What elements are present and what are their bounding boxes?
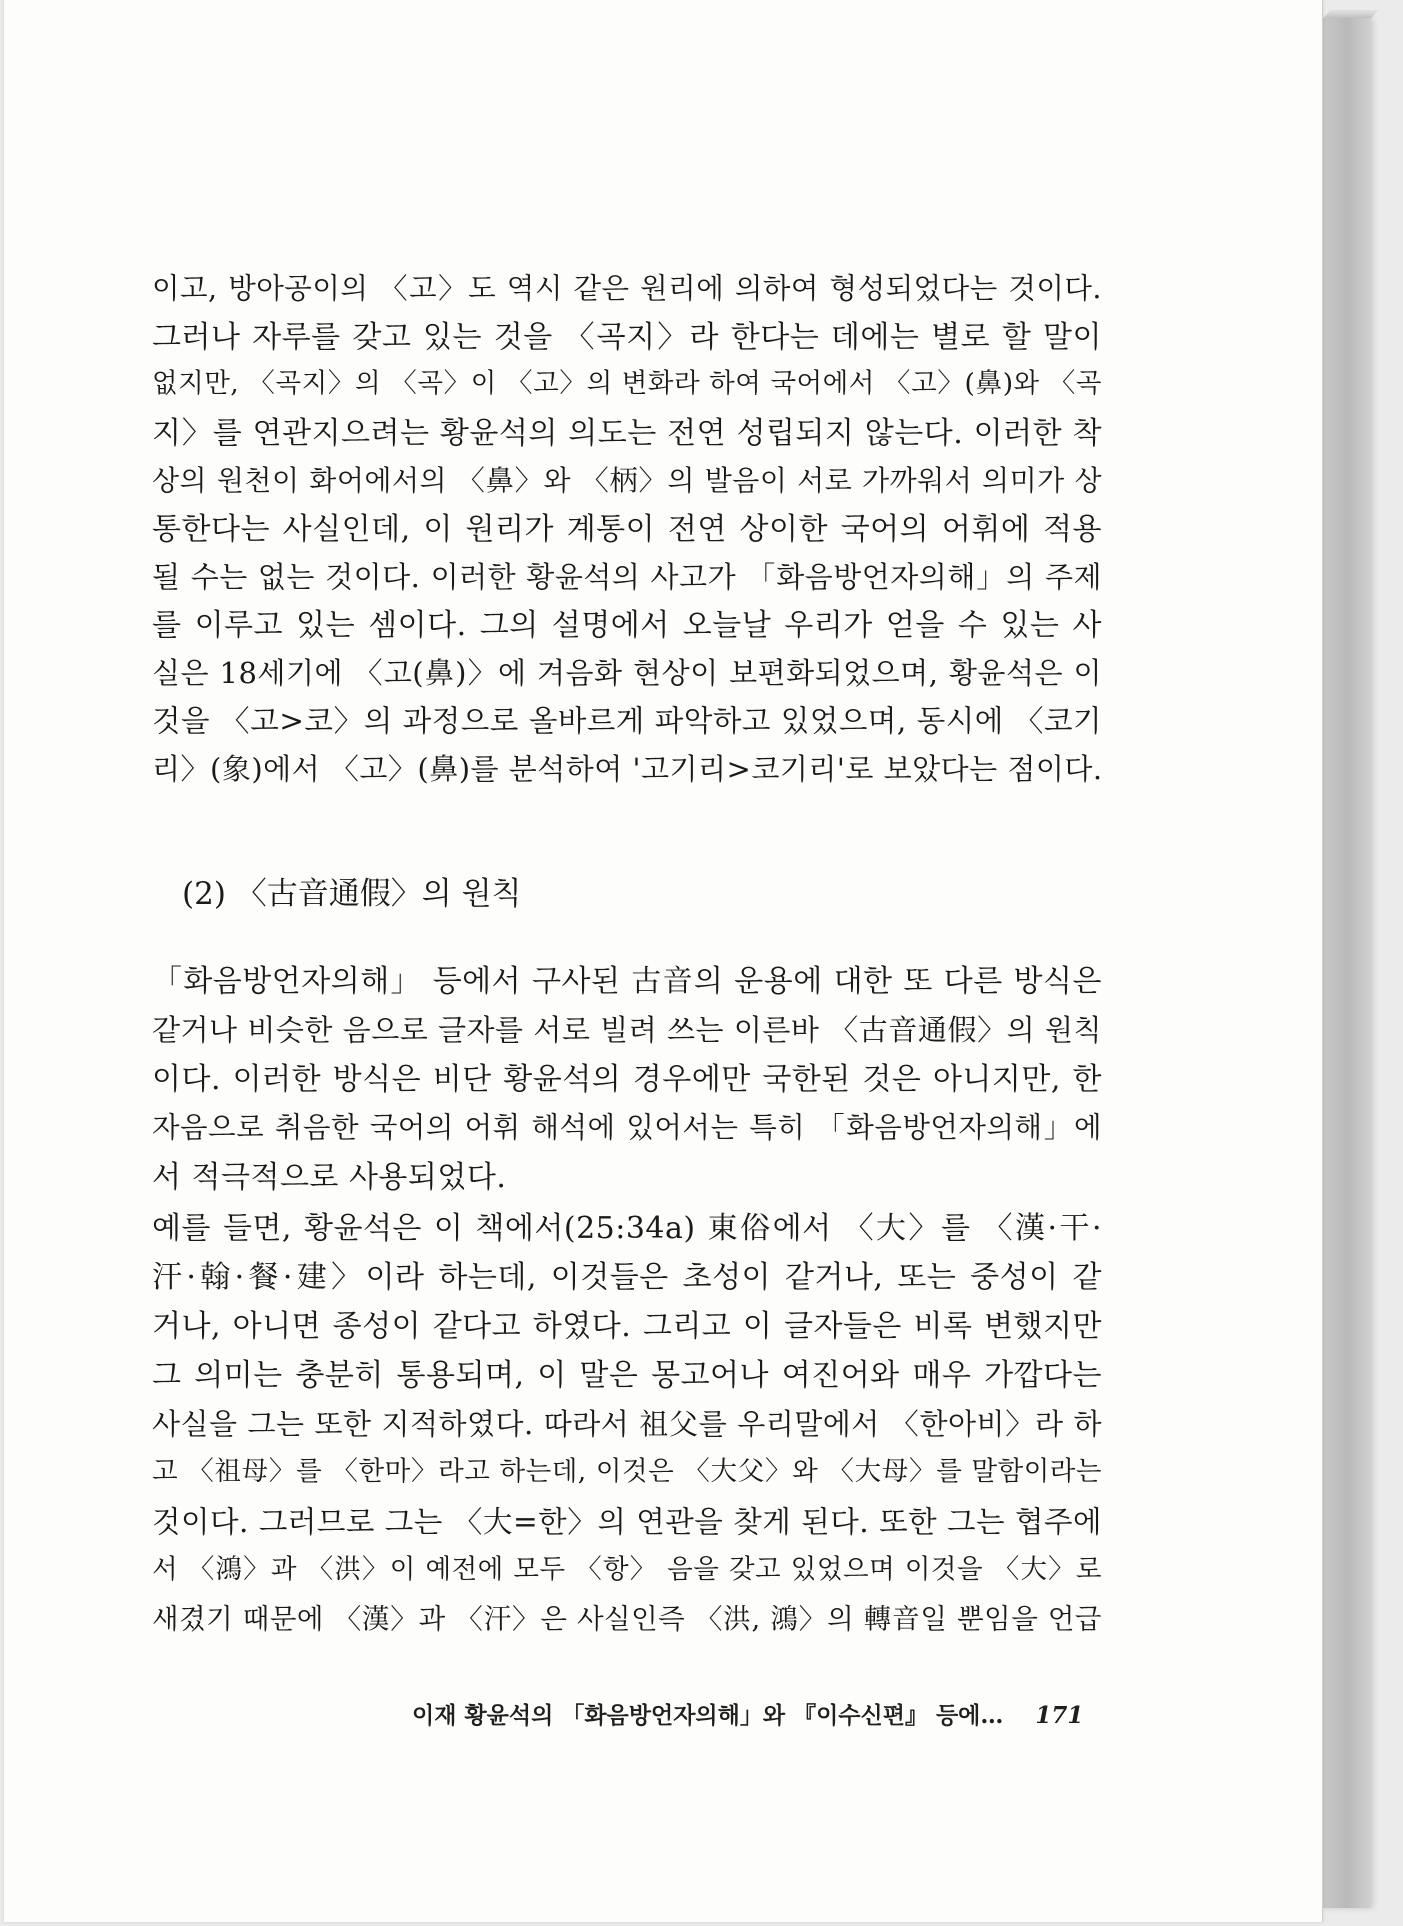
text-line: 예를 들면, 황윤석은 이 책에서(25:34a) 東俗에서 〈大〉를 〈漢·干· [152, 1211, 1102, 1246]
text-line: 거나, 아니면 종성이 같다고 하였다. 그리고 이 글자들은 비록 변했지만 [152, 1309, 1102, 1344]
running-title: 이재 황윤석의 「화음방언자의해」와 『이수신편』 등에… [412, 1702, 1004, 1729]
text-line: 없지만, 〈곡지〉의 〈곡〉이 〈고〉의 변화라 하여 국어에서 〈고〉(鼻)와 〈곡 [152, 368, 1102, 399]
text-line: 자음으로 취음한 국어의 어휘 해석에 있어서는 특히 「화음방언자의해」에 [152, 1111, 1102, 1144]
text-line: 실은 18세기에 〈고(鼻)〉에 겨음화 현상이 보편화되었으며, 황윤석은 이 [152, 656, 1102, 690]
text-line: 것을 〈고>코〉의 과정으로 올바르게 파악하고 있었으며, 동시에 〈코기 [152, 704, 1102, 738]
book-page [4, 0, 1323, 1922]
text-line: 고 〈祖母〉를 〈한마〉라고 하는데, 이것은 〈大父〉와 〈大母〉를 말함이라는 [152, 1456, 1102, 1487]
text-line: 같거나 비슷한 음으로 글자를 서로 빌려 쓰는 이른바 〈古音通假〉의 원칙 [152, 1013, 1102, 1047]
text-line: 이고, 방아공이의 〈고〉도 역시 같은 원리에 의하여 형성되었다는 것이다. [152, 272, 1102, 305]
text-line: 「화음방언자의해」 등에서 구사된 古音의 운용에 대한 또 다른 방식은 [152, 964, 1102, 999]
text-line: 서 적극적으로 사용되었다. [152, 1160, 507, 1195]
text-line: 사실을 그는 또한 지적하였다. 따라서 祖父를 우리말에서 〈한아비〉라 하 [152, 1407, 1102, 1441]
text-line: 그러나 자루를 갖고 있는 것을 〈곡지〉라 한다는 데에는 별로 할 말이 [152, 320, 1102, 355]
text-line: 汗·翰·餐·建〉이라 하는데, 이것들은 초성이 같거나, 또는 중성이 같 [152, 1260, 1102, 1295]
text-line: 새겼기 때문에 〈漢〉과 〈汗〉은 사실인즉 〈洪, 鴻〉의 轉音일 뿐임을 언급 [152, 1603, 1102, 1635]
text-line: 지〉를 연관지으려는 황윤석의 의도는 전연 성립되지 않는다. 이러한 착 [152, 416, 1102, 451]
text-line: 상의 원천이 화어에서의 〈鼻〉와 〈柄〉의 발음이 서로 가까워서 의미가 상 [152, 464, 1102, 497]
text-line: 를 이루고 있는 셈이다. 그의 설명에서 오늘날 우리가 얻을 수 있는 사 [152, 608, 1102, 643]
text-line: 통한다는 사실인데, 이 원리가 계통이 전연 상이한 국어의 어휘에 적용 [152, 512, 1102, 547]
section-heading: (2) 〈古音通假〉의 원칙 [182, 876, 522, 912]
text-line: 그 의미는 충분히 통용되며, 이 말은 몽고어나 여진어와 매우 가깝다는 [152, 1358, 1102, 1393]
text-line: 이다. 이러한 방식은 비단 황윤석의 경우에만 국한된 것은 아니지만, 한 [152, 1062, 1102, 1097]
text-line: 서 〈鴻〉과 〈洪〉이 예전에 모두 〈항〉 음을 갖고 있었으며 이것을 〈大〉로 [152, 1554, 1102, 1585]
page-stack-edge [1322, 18, 1371, 1908]
text-line: 것이다. 그러므로 그는 〈大=한〉의 연관을 찾게 된다. 또한 그는 협주에 [152, 1505, 1102, 1539]
page-number: 171 [1035, 1702, 1084, 1729]
text-line: 리〉(象)에서 〈고〉(鼻)를 분석하여 '고기리>코기리'로 보았다는 점이다. [152, 752, 1103, 786]
page-footer [412, 1697, 1083, 1730]
text-line: 될 수는 없는 것이다. 이러한 황윤석의 사고가 「화음방언자의해」의 주제 [152, 560, 1102, 594]
